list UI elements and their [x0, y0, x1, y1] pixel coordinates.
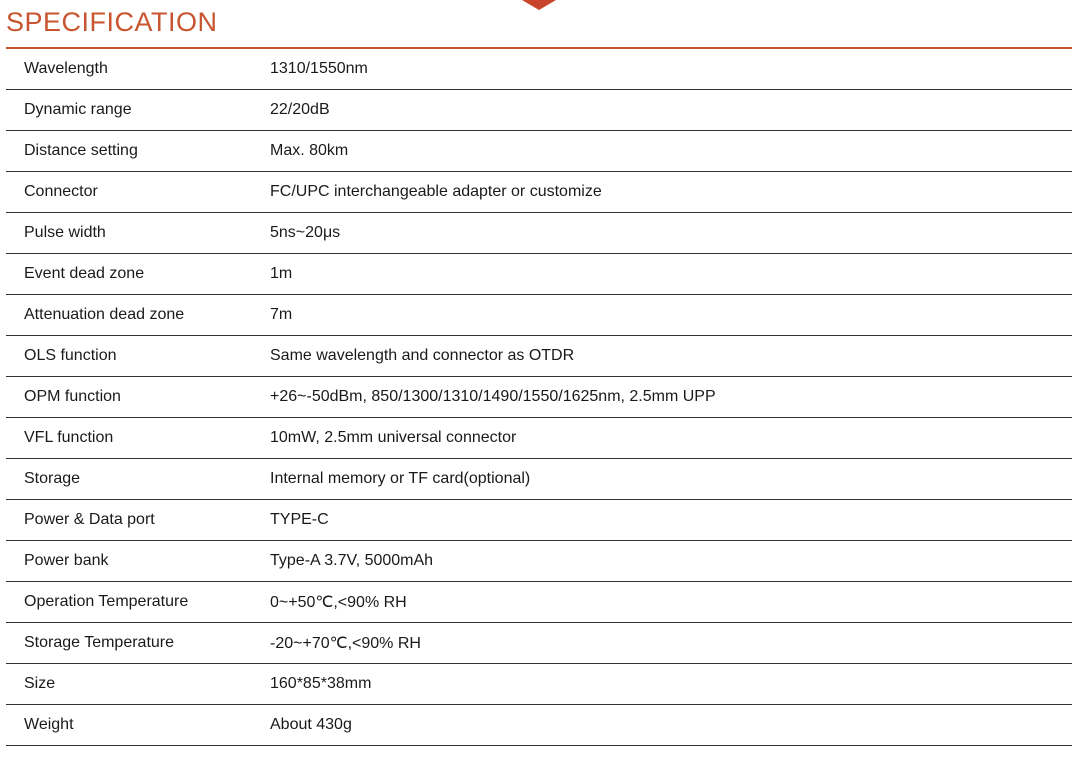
spec-label: Size [24, 675, 56, 692]
spec-label: VFL function [24, 429, 114, 446]
spec-label: Pulse width [24, 224, 106, 241]
spec-value: 5ns~20μs [270, 224, 341, 241]
spec-value: 0~+50℃,<90% RH [270, 594, 407, 611]
spec-value: 10mW, 2.5mm universal connector [270, 429, 517, 446]
table-row [6, 49, 1072, 90]
table-row [6, 582, 1072, 623]
spec-label: Power & Data port [24, 511, 155, 528]
table-row [6, 541, 1072, 582]
table-row [6, 254, 1072, 295]
spec-value: FC/UPC interchangeable adapter or customize [270, 183, 602, 200]
table-row [6, 377, 1072, 418]
spec-value: 1m [270, 265, 293, 282]
section-marker-arrow [522, 0, 556, 10]
table-row [6, 213, 1072, 254]
spec-label: Connector [24, 183, 98, 200]
table-row [6, 172, 1072, 213]
table-row [6, 418, 1072, 459]
spec-label: Storage [24, 470, 81, 487]
spec-label: Distance setting [24, 142, 138, 159]
table-row [6, 623, 1072, 664]
table-row [6, 664, 1072, 705]
spec-value: 160*85*38mm [270, 675, 372, 692]
spec-value: Type-A 3.7V, 5000mAh [270, 552, 434, 569]
table-row [6, 705, 1072, 746]
table-row [6, 500, 1072, 541]
spec-label: OLS function [24, 347, 117, 364]
table-row [6, 459, 1072, 500]
table-row [6, 90, 1072, 131]
spec-value: About 430g [270, 716, 352, 733]
spec-value: Internal memory or TF card(optional) [270, 470, 531, 487]
spec-label: Attenuation dead zone [24, 306, 185, 323]
page-title: SPECIFICATION [6, 7, 218, 37]
spec-value: TYPE-C [270, 511, 329, 528]
table-row [6, 295, 1072, 336]
spec-value: -20~+70℃,<90% RH [270, 635, 421, 652]
spec-value: 7m [270, 306, 293, 323]
spec-value: Same wavelength and connector as OTDR [270, 347, 575, 364]
spec-label: Weight [24, 716, 74, 733]
spec-label: Wavelength [24, 60, 108, 77]
spec-value: 1310/1550nm [270, 60, 368, 77]
table-row [6, 336, 1072, 377]
spec-label: Operation Temperature [24, 593, 189, 610]
spec-label: Event dead zone [24, 265, 145, 282]
table-row [6, 131, 1072, 172]
spec-value: Max. 80km [270, 142, 349, 159]
spec-table [6, 49, 1072, 746]
spec-label: Power bank [24, 552, 109, 569]
spec-label: Storage Temperature [24, 634, 175, 651]
spec-label: OPM function [24, 388, 121, 405]
spec-label: Dynamic range [24, 101, 132, 118]
spec-value: +26~-50dBm, 850/1300/1310/1490/1550/1625nm, 2.5mm UPP [270, 388, 716, 405]
spec-value: 22/20dB [270, 101, 330, 118]
